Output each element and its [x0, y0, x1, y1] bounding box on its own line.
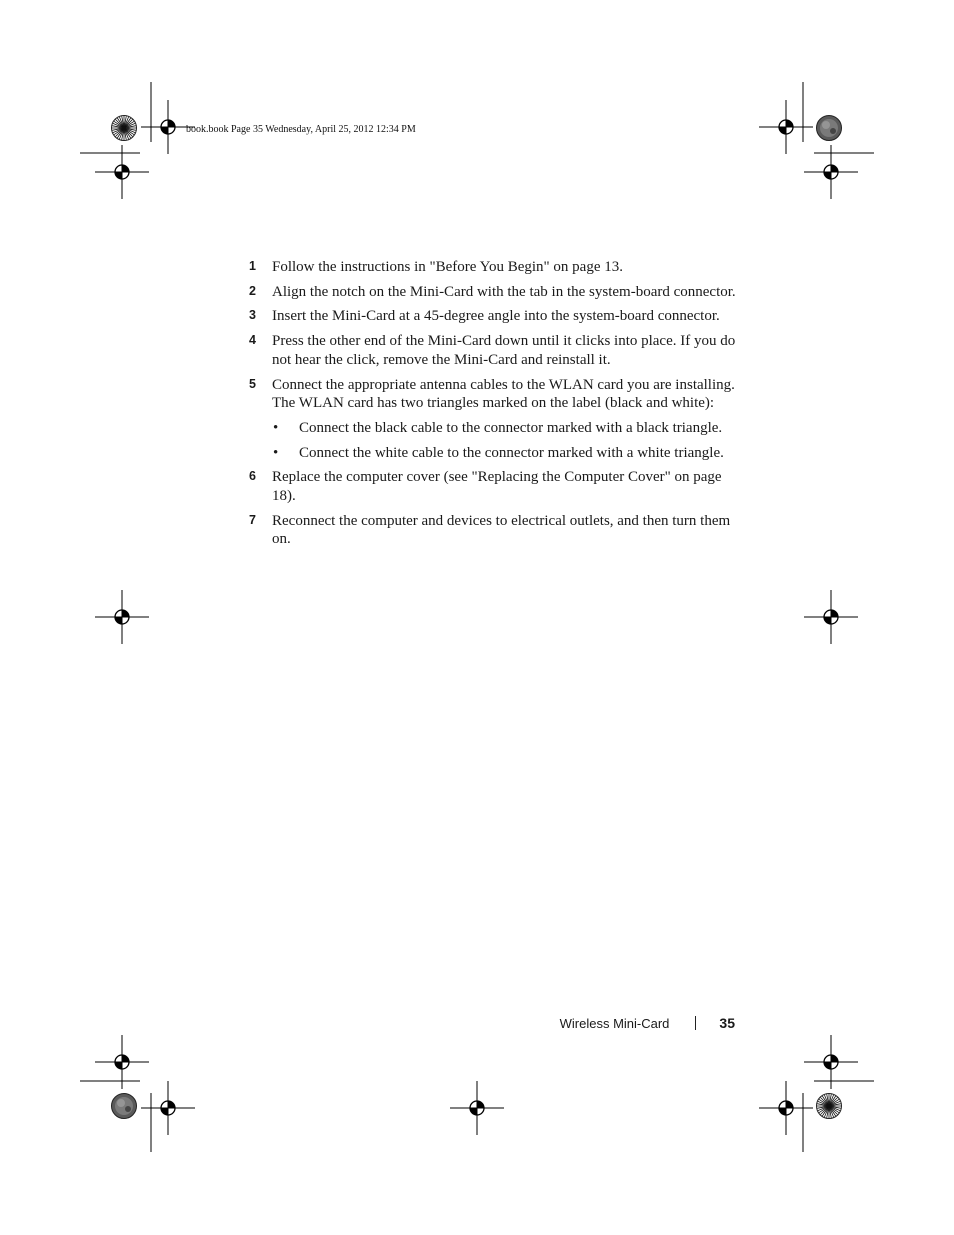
step-text: Reconnect the computer and devices to electrical outlets, and then turn them on.	[272, 512, 731, 548]
bullet-text: Connect the white cable to the connector marked with a white triangle.	[299, 444, 724, 461]
step-text: Align the notch on the Mini-Card with the tab in the system-board connector.	[272, 283, 736, 300]
step-item	[249, 512, 739, 549]
bullet-text: Connect the black cable to the connector marked with a black triangle.	[299, 419, 723, 436]
step-text: Connect the appropriate antenna cables to the WLAN card you are installing. The WLAN card has two triangles marked on the label (black and white):	[272, 376, 735, 412]
step-number: 4	[249, 333, 256, 348]
footer-section-title: Wireless Mini-Card	[559, 1015, 670, 1031]
page-footer	[560, 1015, 735, 1031]
bullet-marker: •	[273, 444, 279, 461]
procedure-steps	[249, 258, 739, 555]
step-number: 5	[249, 376, 256, 391]
bullet-marker: •	[273, 419, 279, 436]
step-text: Replace the computer cover (see "Replacing the Computer Cover" on page 18).	[272, 469, 722, 505]
step-item	[249, 258, 739, 277]
step-number: 6	[249, 469, 256, 484]
step-text: Follow the instructions in "Before You Begin" on page 13.	[272, 259, 623, 275]
print-slug-line: book.book Page 35 Wednesday, April 25, 2012 12:34 PM	[186, 124, 416, 135]
step-item	[249, 307, 739, 326]
step-item	[249, 376, 739, 463]
step-item	[249, 283, 739, 302]
step-number: 2	[249, 283, 256, 298]
page-number: 35	[719, 1015, 735, 1031]
footer-divider	[695, 1016, 696, 1030]
sub-bullet-item	[272, 419, 739, 438]
step-text: Press the other end of the Mini-Card down until it clicks into place. If you do not hear the click, remove the Mini-Card and reinstall it.	[272, 333, 736, 368]
step-number: 1	[249, 259, 256, 273]
step-text: Insert the Mini-Card at a 45-degree angle into the system-board connector.	[272, 308, 720, 325]
step-number: 3	[249, 308, 256, 323]
step-number: 7	[249, 512, 256, 527]
sub-bullet-item	[272, 444, 739, 463]
step-item	[249, 332, 739, 369]
sub-bullet-list	[272, 419, 739, 462]
step-item	[249, 468, 739, 505]
